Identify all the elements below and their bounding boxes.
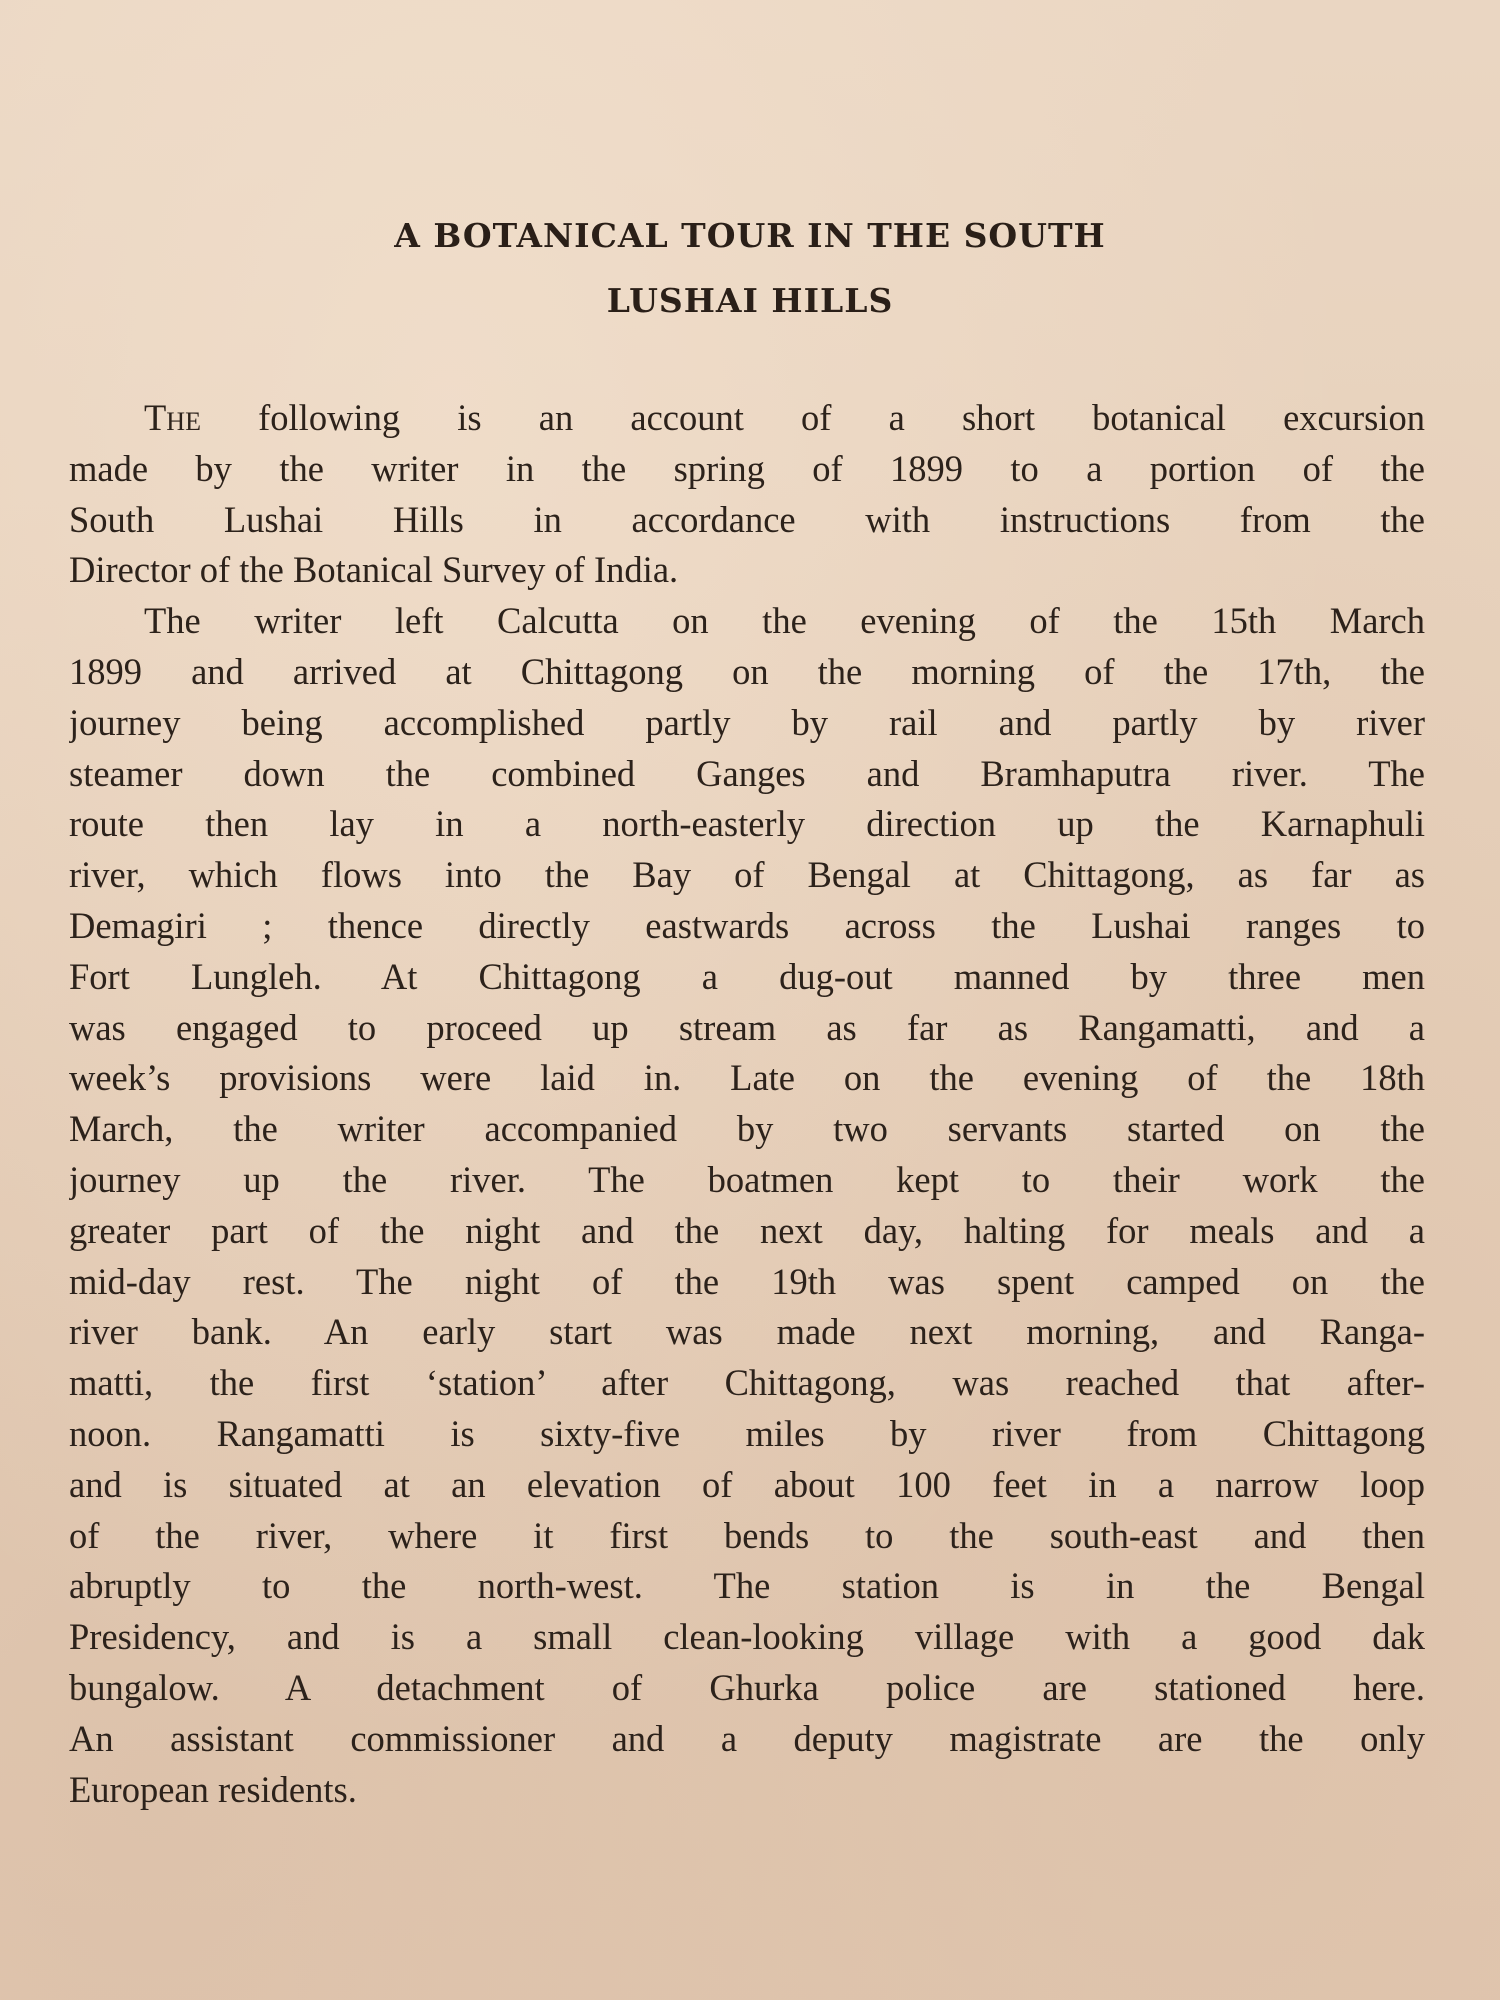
paragraph-line: March, the writer accompanied by two servants started on the: [69, 1108, 1425, 1150]
paragraph-line: river bank. An early start was made next morning, and Ranga-: [69, 1311, 1425, 1353]
paragraph-line: week’s provisions were laid in. Late on the evening of the 18th: [69, 1057, 1425, 1099]
paragraph-line: route then lay in a north-easterly direction up the Karnaphuli: [69, 803, 1425, 845]
article-body: [69, 393, 1425, 1815]
paragraph-line: The writer left Calcutta on the evening of the 15th March: [144, 600, 1425, 642]
paragraph-line: mid-day rest. The night of the 19th was spent camped on the: [69, 1260, 1425, 1302]
paragraph-line: bungalow. A detachment of Ghurka police are stationed here.: [69, 1666, 1425, 1708]
paragraph-line: matti, the first ‘station’ after Chittagong, was reached that after-: [69, 1362, 1425, 1404]
paragraph-line: of the river, where it first bends to the south-east and then: [69, 1514, 1425, 1556]
paragraph-line: The following is an account of a short botanical excursion: [144, 397, 1425, 438]
paragraph-line: An assistant commissioner and a deputy magistrate are the only: [69, 1717, 1425, 1759]
paragraph-line: journey up the river. The boatmen kept to their work the: [69, 1158, 1425, 1200]
paragraph-line: European residents.: [69, 1768, 357, 1810]
paragraph-line: river, which flows into the Bay of Bengal at Chittagong, as far as: [69, 854, 1425, 896]
paragraph-line: South Lushai Hills in accordance with instructions from the: [69, 498, 1425, 540]
paragraph-line: greater part of the night and the next day, halting for meals and a: [69, 1209, 1425, 1251]
paragraph-line: Demagiri ; thence directly eastwards across the Lushai ranges to: [69, 904, 1425, 946]
paragraph-line: Director of the Botanical Survey of India.: [69, 549, 679, 591]
paragraph-line: journey being accomplished partly by rail and partly by river: [69, 701, 1425, 743]
paragraph-line: noon. Rangamatti is sixty-five miles by river from Chittagong: [69, 1412, 1425, 1454]
page-title: A BOTANICAL TOUR IN THE SOUTH: [394, 216, 1106, 255]
paragraph-line: 1899 and arrived at Chittagong on the morning of the 17th, the: [69, 650, 1425, 692]
paragraph-line: made by the writer in the spring of 1899 to a portion of the: [69, 447, 1425, 489]
paragraph-line: and is situated at an elevation of about 100 feet in a narrow loop: [69, 1463, 1425, 1505]
paragraph-line: was engaged to proceed up stream as far as Rangamatti, and a: [69, 1006, 1425, 1048]
paragraph-line: abruptly to the north-west. The station is in the Bengal: [69, 1565, 1425, 1607]
paragraph-line: Presidency, and is a small clean-looking village with a good dak: [69, 1616, 1425, 1658]
paragraph-line: Fort Lungleh. At Chittagong a dug-out manned by three men: [69, 955, 1425, 997]
page-title-line-2: LUSHAI HILLS: [606, 281, 894, 320]
drop-word: The: [144, 397, 201, 438]
paragraph-line: steamer down the combined Ganges and Bramhaputra river. The: [69, 752, 1425, 794]
